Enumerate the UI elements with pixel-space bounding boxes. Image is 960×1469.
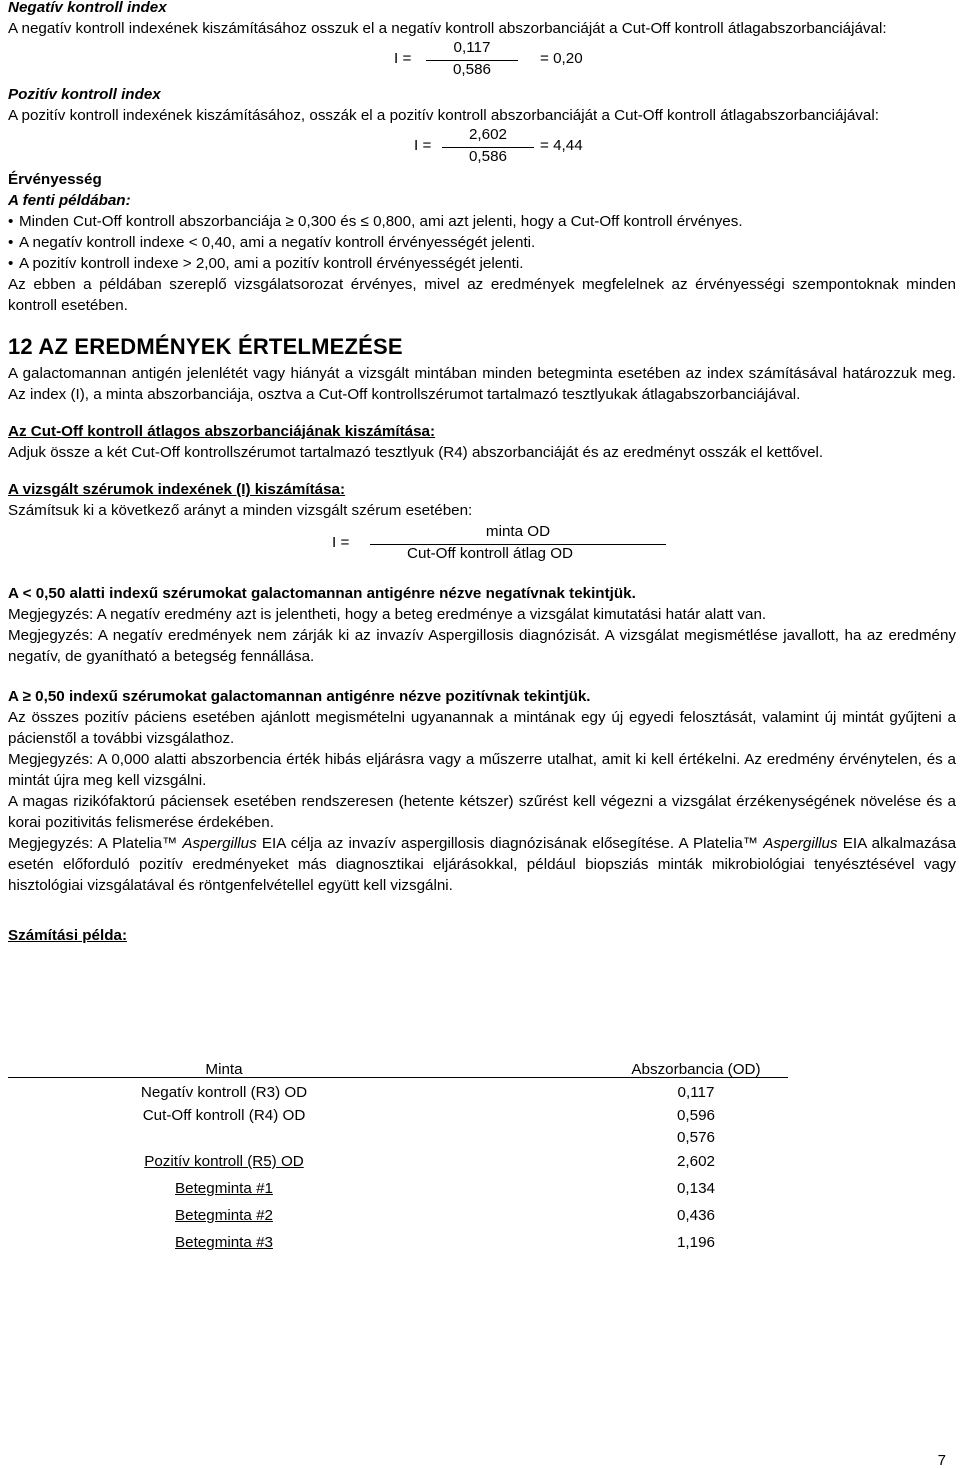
od-cell <box>440 1175 796 1202</box>
positive-p4 <box>8 833 956 896</box>
positive-p1: Az összes pozitív páciens esetében ajánlott megismételni ugyanannak a mintának egy új egyedi felosztását, valamint új mintát gyűjteni a pácienstől a további vizsgálathoz. <box>8 709 956 747</box>
formula-denominator: 0,586 <box>452 61 491 78</box>
validity-conclusion: Az ebben a példában szereplő vizsgálatsorozat érvényes, mivel az eredmények megfelelnek az érvényességi szempontoknak minden kontroll esetében. <box>8 276 956 314</box>
text-run: EIA alkalmazása esetén előforduló pozitív eredményeket más diagnosztikai eljárásokkal, például biopsziás minták mikrobiológiai tenyésztésével vagy hisztológiai vizsgálatával és röntgenfelvétellel együtt kell vizsgálni. <box>8 835 957 894</box>
section-heading: 12 AZ EREDMÉNYEK ÉRTELMEZÉSE <box>8 334 403 359</box>
od-cell <box>440 1148 796 1175</box>
list-item <box>8 232 956 253</box>
section-intro: A galactomannan antigén jelenlétét vagy hiányát a vizsgált mintában minden betegminta esetében az index számításával határozzuk meg. Az index (I), a minta abszorbanciája, osztva a Cut-Off kontrollszérumot tartalmazó tesztlyukak átlagabszorbanciájával. <box>8 365 956 403</box>
formula-result: = 0,20 <box>540 50 583 67</box>
pos-index-formula <box>8 126 956 169</box>
sample-cell: Betegminta #2 <box>175 1207 273 1224</box>
table-row <box>8 1175 796 1202</box>
positive-p2: Megjegyzés: A 0,000 alatti abszorbencia érték hibás eljárásra vagy a műszerre utalhat, amit ki kell értékelni. Az eredmény érvénytelen, és a mintát újra meg kell vizsgálni. <box>8 751 956 789</box>
bullet-icon: • <box>8 234 14 251</box>
formula-lhs: I = <box>414 137 432 154</box>
table-row <box>8 1202 796 1229</box>
header-text: Abszorbancia (OD) <box>631 1060 761 1078</box>
sample-cell: Cut-Off kontroll (R4) OD <box>142 1107 306 1124</box>
od-value: 0,436 <box>676 1207 715 1224</box>
od-cell <box>440 1126 796 1148</box>
list-item <box>8 253 956 274</box>
italic-run: Aspergillus <box>182 835 257 852</box>
bullet-icon: • <box>8 213 14 230</box>
formula-denominator: 0,586 <box>468 148 507 165</box>
column-header-sample: Minta <box>205 1060 243 1078</box>
negative-note-1: Megjegyzés: A negatív eredmény azt is jelentheti, hogy a beteg eredménye a vizsgálat kimutatási határ alatt van. <box>8 606 767 623</box>
formula-lhs: I = <box>394 50 412 67</box>
bullet-text: A negatív kontroll indexe < 0,40, ami a negatív kontroll érvényességét jelenti. <box>19 234 536 251</box>
text-run: EIA célja az invazív aspergillosis diagnózisának elősegítése. A Platelia™ <box>256 835 764 852</box>
pos-index-title: Pozitív kontroll index <box>8 86 161 103</box>
sample-cell: Pozitív kontroll (R5) OD <box>144 1153 304 1170</box>
example-table <box>8 1058 796 1256</box>
od-value: 2,602 <box>676 1153 715 1170</box>
neg-index-text: A negatív kontroll indexének kiszámításához osszuk el a negatív kontroll abszorbanciáját a Cut-Off kontroll átlagabszorbanciájával: <box>8 20 887 37</box>
pos-index-text: A pozitív kontroll indexének kiszámításához, osszák el a pozitív kontroll abszorbanciáját a Cut-Off kontroll átlagabszorbanciájával: <box>8 107 879 124</box>
sample-cell: Negatív kontroll (R3) OD <box>140 1084 308 1101</box>
table-row <box>8 1080 796 1105</box>
table-row <box>8 1148 796 1175</box>
neg-index-formula <box>8 39 956 83</box>
table-row <box>8 1229 796 1256</box>
cutoff-avg-text: Adjuk össze a két Cut-Off kontrollszérumot tartalmazó tesztlyuk (R4) abszorbanciáját és az eredményt osszák el kettővel. <box>8 444 824 461</box>
positive-p3: A magas rizikófaktorú páciensek esetében rendszeresen (hetente kétszer) szűrést kell végezni a vizsgálat érzékenységének növelése és a korai pozitivitás felismerése érdekében. <box>8 793 956 831</box>
bullet-text: A pozitív kontroll indexe > 2,00, ami a pozitív kontroll érvényességét jelenti. <box>19 255 524 272</box>
sample-cell: Betegminta #1 <box>175 1180 273 1197</box>
sample-cell: Betegminta #3 <box>175 1234 273 1251</box>
negative-note-2: Megjegyzés: A negatív eredmények nem zárják ki az invazív Aspergillosis diagnózisát. A vizsgálat megismétlése javallott, ha az eredmény negatív, de gyanítható a betegség fennállása. <box>8 627 956 665</box>
od-value: 0,117 <box>677 1084 715 1101</box>
document-page <box>8 0 956 946</box>
neg-index-title: Negatív kontroll index <box>8 0 167 16</box>
validity-title: Érvényesség <box>8 171 102 188</box>
formula-numerator: 0,117 <box>453 39 491 56</box>
positive-heading: A ≥ 0,50 indexű szérumokat galactomannan antigénre nézve pozitívnak tekintjük. <box>8 688 591 705</box>
formula-result: = 4,44 <box>540 137 583 154</box>
formula-numerator: 2,602 <box>468 126 507 143</box>
od-value: 1,196 <box>676 1234 715 1251</box>
negative-heading: A < 0,50 alatti indexű szérumokat galactomannan antigénre nézve negatívnak tekintjük. <box>8 585 636 602</box>
list-item <box>8 211 956 232</box>
od-cell <box>440 1202 796 1229</box>
cutoff-avg-title: Az Cut-Off kontroll átlagos abszorbanciájának kiszámítása: <box>8 423 436 440</box>
formula-denominator: Cut-Off kontroll átlag OD <box>406 545 573 562</box>
od-cell <box>440 1229 796 1256</box>
sample-index-title: A vizsgált szérumok indexének (I) kiszámítása: <box>8 481 346 498</box>
od-cell <box>440 1105 796 1126</box>
sample-cell <box>8 1126 440 1148</box>
table-row <box>8 1105 796 1126</box>
validity-bullets <box>8 211 956 274</box>
sample-index-formula <box>8 523 956 573</box>
formula-lhs: I = <box>332 534 350 551</box>
bullet-text: Minden Cut-Off kontroll abszorbanciája ≥ 0,300 és ≤ 0,800, ami azt jelenti, hogy a Cut-Off kontroll érvényes. <box>19 213 743 230</box>
example-title: Számítási példa: <box>8 927 128 944</box>
bullet-icon: • <box>8 255 14 272</box>
example-table-body <box>8 1080 796 1256</box>
formula-numerator: minta OD <box>485 523 551 540</box>
od-cell <box>440 1080 796 1105</box>
table-row <box>8 1126 796 1148</box>
od-value: 0,596 <box>676 1107 715 1124</box>
od-value: 0,576 <box>676 1128 715 1146</box>
validity-subtitle: A fenti példában: <box>8 192 131 209</box>
text-run: Megjegyzés: A Platelia™ <box>8 835 183 852</box>
page-number: 7 <box>937 1452 946 1469</box>
italic-run: Aspergillus <box>763 835 838 852</box>
od-value: 0,134 <box>676 1180 715 1197</box>
table-rule <box>8 1077 788 1078</box>
sample-index-text: Számítsuk ki a következő arányt a minden vizsgált szérum esetében: <box>8 502 473 519</box>
